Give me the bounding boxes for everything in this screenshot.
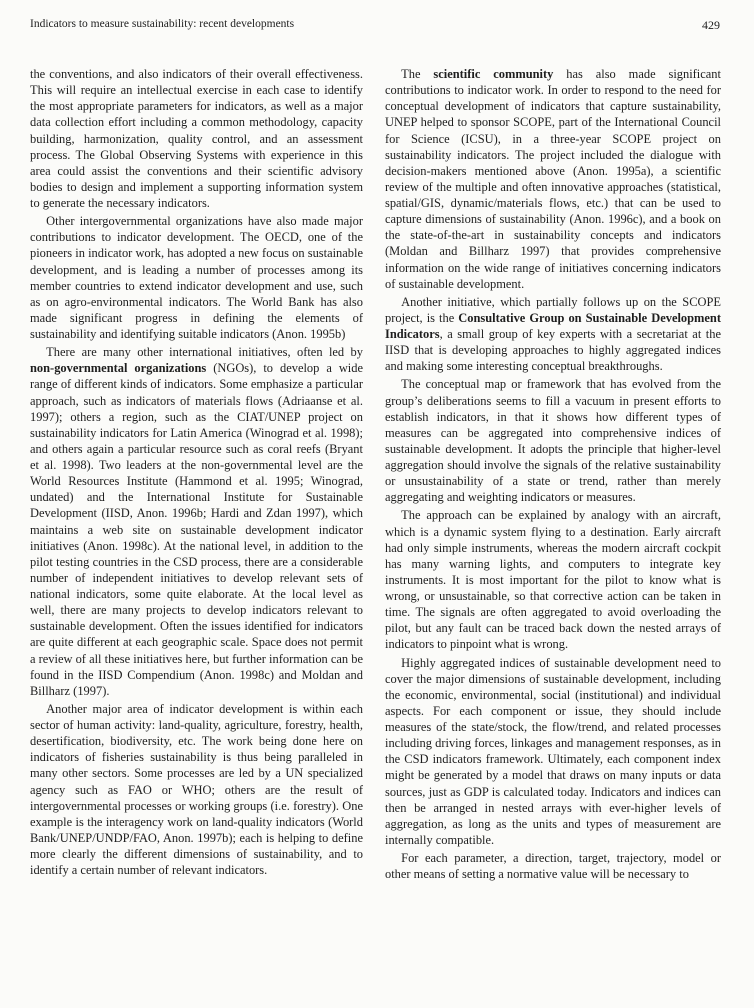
paragraph <box>30 344 363 699</box>
left-column <box>30 66 363 878</box>
right-column <box>385 66 721 882</box>
bold-term: scientific community <box>433 67 554 81</box>
paragraph: the conventions, and also indicators of their overall effectiveness. This will require an intellectual exercise in each case to identify the most appropriate parameters for indicators, as well as a major data collection effort including a common methodology, capacity building, harmonization, quality control, and an assessment process. The Global Observing Systems with experience in this area could assist the conventions and their scientific advisory bodies to design and implement a supporting information system to generate the necessary indicators. <box>30 67 363 210</box>
bold-term: Consultative Group on Sustainable Development Indicators <box>385 310 721 341</box>
paragraph-text: Another initiative, which partially follows up on the SCOPE project, is the <box>385 294 721 325</box>
bold-term: non-governmental organizations <box>30 361 207 376</box>
paragraph-text: has also made significant contributions to indicator work. In order to respond to the need for conceptual development of indicators that capture sustainability, UNEP helped to sponsor SCOPE, part of the International Council for Science (ICSU), in a three-year SCOPE project on sustainability indicators. The project included the dialogue with decision-makers mentioned above (Anon. 1995a), a scientific review of the multiple and often innovative approaches (statistical, spatial/GIS, dynamic/materials flows, etc.) that can be used to capture dimensions of sustainability (Anon. 1996c), and a book on the state-of-the-art in sustainability concepts and indicators (Moldan and Billharz 1997) that provides comprehensive information on the wide range of initiatives concerning indicators of sustainable development. <box>385 67 721 291</box>
page-number: 429 <box>702 18 720 32</box>
paragraph: For each parameter, a direction, target, trajectory, model or other means of setting a normative value will be necessary to <box>385 851 721 882</box>
paragraph: Another major area of indicator development is within each sector of human activity: land-quality, agriculture, forestry, health, desertification, biodiversity, etc. The work being done here on indicators of fisheries sustainability is thus being paralleled in many other sectors. Some processes are led by a UN specialized agency such as FAO or WHO; others are the result of intergovernmental processes or working groups (i.e. forestry). One example is the interagency work on land-quality indicators (World Bank/UNEP/UNDP/FAO, Anon. 1997b); each is helping to define more clearly the different dimensions of sustainability, and to identify a certain number of relevant indicators. <box>30 701 363 878</box>
paragraph-text: (NGOs), to develop a wide range of different kinds of indicators. Some emphasize a particular approach, such as indicators of materials flows (Adriaanse et al. 1997); others a region, such as the CIAT/UNEP project on sustainability indicators for Latin America (Winograd et al. 1998); and others again a particular resource such as coral reefs (Bryant et al. 1998). Two leaders at the non-governmental level are the World Resources Institute (Hammond et al. 1995; Winograd, undated) and the International Institute for Sustainable Development (IISD, Anon. 1996b; Hardi and Zdan 1997), which maintains a web site on sustainable development indicator initiatives (Anon. 1998c). At the national level, in addition to the pilot testing countries in the CSD process, there are a considerable number of independent initiatives to develop relevant sets of national indicators, some quite elaborate. At the local level as well, there are many projects to develop indicators relevant to sustainable development. Often the issues identified for indicators are quite different at each geographic scale. Space does not permit a review of all these initiatives here, but further information can be found in the IISD Compendium (Anon. 1998c) and Moldan and Billharz (1997). <box>30 361 363 698</box>
page-header <box>30 18 720 38</box>
paragraph-text: , a small group of key experts with a secretariat at the IISD that is developing approaches to highly aggregated indices and making some interesting conceptual breakthroughs. <box>385 327 721 374</box>
paragraph: The approach can be explained by analogy with an aircraft, which is a dynamic system flying to a destination. Early aircraft had only simple instruments, whereas the modern aircraft cockpit has many warning lights, and computers to integrate key instruments. It is most important for the pilot to know what is wrong, or unsustainable, so that corrective action can be taken in time. The signals are often aggregated to avoid overloading the pilot, but any fault can be traced back down the nested arrays of indicators to pinpoint what is wrong. <box>385 508 721 652</box>
running-head: Indicators to measure sustainability: recent developments <box>30 18 295 30</box>
paragraph-text: There are many other international initiatives, often led by <box>46 345 363 360</box>
paragraph <box>385 294 721 375</box>
paragraph <box>385 66 721 292</box>
paragraph: Highly aggregated indices of sustainable development need to cover the major dimensions of sustainable development, including the economic, environmental, social (institutional) and individual aspects. For each component or issue, they should include measures of the state/stock, the flow/trend, and related processes including driving forces, linkages and management responses, as in the CSD indicators framework. Ultimately, each component index might be generated by a model that draws on many inputs or data sources, just as GDP is calculated today. Indicators and indices can then be arranged in nested arrays with ever-higher levels of aggregation, as long as the units and types of measurement are internally compatible. <box>385 655 721 847</box>
paragraph: The conceptual map or framework that has evolved from the group’s deliberations seems to fill a vacuum in present efforts to establish indicators, in that it shows how different types of measures can be aggregated into comprehensive indices of sustainable development. It adopts the principle that higher-level aggregation should involve the signals of the relative sustainability or unsustainability of a state or trend, rather than merely aggregating and weighting indicators or measures. <box>385 377 721 505</box>
paragraph-text: The <box>401 67 434 81</box>
paragraph: Other intergovernmental organizations have also made major contributions to indicator development. The OECD, one of the pioneers in indicator work, has adopted a new focus on sustainable development, and is leading a number of processes among its member countries to extend indicator development and use, such as on agro-environmental indicators. The World Bank has also made significant progress in defining the elements of sustainability and identifying suitable indicators (Anon. 1995b) <box>30 214 363 341</box>
